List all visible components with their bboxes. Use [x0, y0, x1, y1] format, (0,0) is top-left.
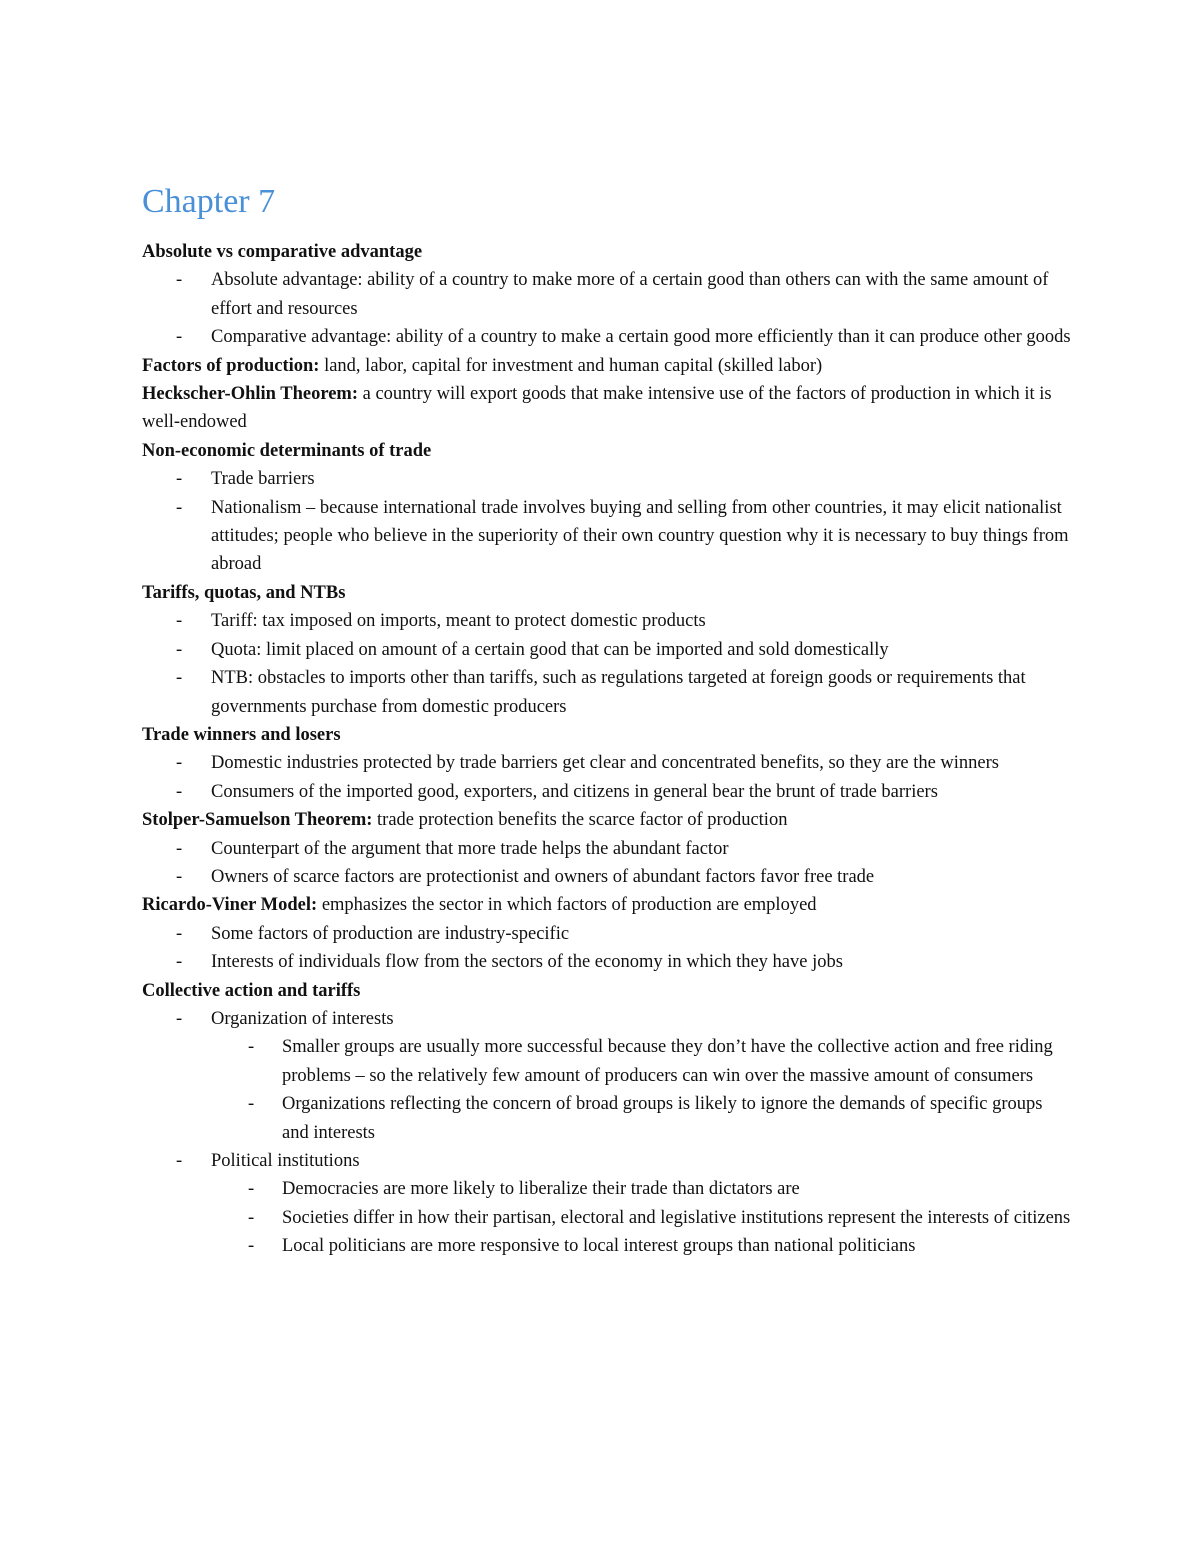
list-item-text: Absolute advantage: ability of a country to make more of a certain good than others can with the same amount of effort and resources [211, 270, 1049, 319]
sub-list-item [142, 1204, 1072, 1232]
section-heading [142, 579, 1072, 607]
dash-bullet: - [176, 668, 183, 689]
list-item [142, 636, 1072, 664]
notes-content [142, 238, 1072, 1261]
section-heading-text: Trade winners and losers [142, 724, 341, 745]
dash-bullet: - [176, 270, 183, 291]
dash-bullet: - [176, 923, 183, 944]
list-item [142, 465, 1072, 493]
dash-bullet: - [248, 1037, 255, 1058]
dash-bullet: - [176, 639, 183, 660]
definition-term: Ricardo-Viner Model: [142, 895, 318, 916]
section-heading [142, 977, 1072, 1005]
section-heading [142, 238, 1072, 266]
list-item [142, 266, 1072, 323]
dash-bullet: - [248, 1236, 255, 1257]
sub-list-item [142, 1175, 1072, 1203]
bullet-list [142, 1005, 1072, 1261]
sub-list-item [142, 1232, 1072, 1260]
list-item-text: Interests of individuals flow from the sectors of the economy in which they have jobs [211, 952, 843, 973]
document-page [142, 178, 1072, 1261]
list-item-text: Some factors of production are industry-specific [211, 923, 570, 944]
section-heading-text: Absolute vs comparative advantage [142, 242, 423, 262]
bullet-list [142, 835, 1072, 892]
definition-text: emphasizes the sector in which factors of production are employed [317, 895, 817, 916]
sub-list-item-text: Organizations reflecting the concern of broad groups is likely to ignore the demands of specific groups and interests [282, 1094, 1043, 1143]
list-item [142, 778, 1072, 806]
list-item [142, 920, 1072, 948]
dash-bullet: - [176, 469, 183, 490]
list-item [142, 835, 1072, 863]
bullet-list [142, 607, 1072, 721]
dash-bullet: - [176, 1151, 183, 1171]
list-item-text: Tariff: tax imposed on imports, meant to protect domestic products [211, 611, 706, 632]
sub-list-item-text: Smaller groups are usually more successful because they don’t have the collective action and free riding problems – so the relatively few amount of producers can win over the massive amount of consumers [282, 1037, 1053, 1086]
definition-term: Stolper-Samuelson Theorem: [142, 810, 373, 831]
list-item-text: Owners of scarce factors are protectionist and owners of abundant factors favor free trade [211, 866, 875, 887]
list-item [142, 494, 1072, 579]
definition-line [142, 891, 1072, 919]
dash-bullet: - [176, 327, 183, 348]
dash-bullet: - [176, 952, 183, 973]
list-item [142, 1005, 1072, 1033]
definition-text: a country will export goods that make intensive use of the factors of production in which it is well-endowed [142, 384, 1052, 433]
list-item [142, 749, 1072, 777]
dash-bullet: - [176, 866, 183, 887]
section-heading [142, 721, 1072, 749]
list-item [142, 607, 1072, 635]
sub-list-item [142, 1090, 1072, 1147]
list-item-text: Consumers of the imported good, exporters, and citizens in general bear the brunt of trade barriers [211, 781, 938, 802]
dash-bullet: - [248, 1179, 255, 1200]
dash-bullet: - [176, 838, 183, 859]
dash-bullet: - [176, 1008, 183, 1029]
section-heading-text: Tariffs, quotas, and NTBs [142, 582, 346, 603]
list-item [142, 1147, 1072, 1175]
list-item-text: Political institutions [211, 1151, 360, 1171]
list-item-text: Comparative advantage: ability of a country to make a certain good more efficiently than it can produce other goods [211, 327, 1071, 348]
section-heading-text: Non-economic determinants of trade [142, 440, 432, 461]
definition-text: trade protection benefits the scarce factor of production [372, 810, 788, 831]
sub-bullet-list [142, 1175, 1072, 1260]
dash-bullet: - [176, 781, 183, 802]
list-item-text: Counterpart of the argument that more trade helps the abundant factor [211, 838, 729, 859]
dash-bullet: - [176, 611, 183, 632]
list-item-text: Trade barriers [211, 469, 315, 490]
bullet-list [142, 920, 1072, 977]
definition-text: land, labor, capital for investment and human capital (skilled labor) [319, 355, 823, 376]
list-item-text: Nationalism – because international trade involves buying and selling from other countries, it may elicit nationalist attitudes; people who believe in the superiority of their own country question why it is necessary to buy things from abroad [211, 497, 1069, 575]
sub-list-item-text: Local politicians are more responsive to local interest groups than national politicians [282, 1236, 916, 1257]
section-heading-text: Collective action and tariffs [142, 980, 361, 1001]
list-item [142, 948, 1072, 976]
dash-bullet: - [176, 497, 183, 518]
sub-list-item-text: Societies differ in how their partisan, electoral and legislative institutions represent the interests of citizens [282, 1207, 1071, 1228]
list-item-text: Quota: limit placed on amount of a certain good that can be imported and sold domestically [211, 639, 889, 660]
list-item-text: NTB: obstacles to imports other than tariffs, such as regulations targeted at foreign goods or requirements that governments purchase from domestic producers [211, 668, 1026, 717]
definition-line [142, 380, 1072, 437]
list-item [142, 323, 1072, 351]
list-item [142, 664, 1072, 721]
list-item [142, 863, 1072, 891]
definition-line [142, 352, 1072, 380]
bullet-list [142, 465, 1072, 579]
definition-term: Factors of production: [142, 355, 320, 376]
sub-bullet-list [142, 1033, 1072, 1147]
bullet-list [142, 749, 1072, 806]
sub-list-item-text: Democracies are more likely to liberalize their trade than dictators are [282, 1179, 800, 1200]
definition-term: Heckscher-Ohlin Theorem: [142, 384, 358, 405]
dash-bullet: - [248, 1207, 255, 1228]
definition-line [142, 806, 1072, 834]
list-item-text: Domestic industries protected by trade barriers get clear and concentrated benefits, so they are the winners [211, 753, 999, 774]
dash-bullet: - [176, 753, 183, 774]
section-heading [142, 437, 1072, 465]
bullet-list [142, 266, 1072, 351]
sub-list-item [142, 1033, 1072, 1090]
dash-bullet: - [248, 1094, 255, 1115]
list-item-text: Organization of interests [211, 1008, 394, 1029]
chapter-title: Chapter 7 [142, 183, 276, 220]
